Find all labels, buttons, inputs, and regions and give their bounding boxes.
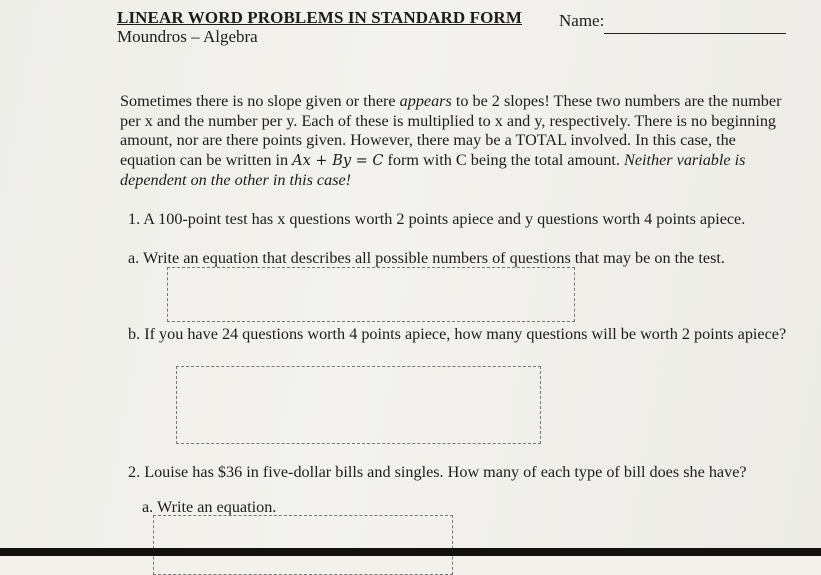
answer-box-1b[interactable] <box>176 366 541 444</box>
intro-appears: appears <box>399 92 452 110</box>
question-2: 2. Louise has $36 in five-dollar bills and singles. How many of each type of bill does she have? <box>128 463 747 481</box>
standard-form-equation: Ax + By = C <box>292 152 384 169</box>
photo-bottom-edge <box>0 548 821 556</box>
answer-box-2a[interactable] <box>153 515 453 575</box>
name-blank-line <box>604 33 786 34</box>
worksheet-subtitle: Moundros – Algebra <box>117 27 258 46</box>
worksheet-title: LINEAR WORD PROBLEMS IN STANDARD FORM <box>117 8 522 27</box>
question-2a: a. Write an equation. <box>142 498 277 516</box>
name-label: Name: <box>559 11 605 30</box>
intro-italic-note: Neither variable is dependent on the other in this case! <box>120 150 746 189</box>
intro-text-3: form with C being the total amount. <box>383 150 625 169</box>
question-1b: b. If you have 24 questions worth 4 points apiece, how many questions will be worth 2 points apiece? <box>128 325 787 343</box>
answer-box-1a[interactable] <box>167 267 575 322</box>
question-1a: a. Write an equation that describes all possible numbers of questions that may be on the test. <box>128 249 725 267</box>
question-1: 1. A 100-point test has x questions worth 2 points apiece and y questions worth 4 points apiece. <box>128 210 746 228</box>
intro-text-2: to be 2 slopes! These two numbers are the number per x and the number per y. Each of these is multiplied to x and y, respectively. There is no beginning amount, nor are there points given. However, there may be a TOTAL involved. In this case, the equation can be written in <box>120 92 782 169</box>
intro-paragraph <box>120 92 790 191</box>
intro-text-1: Sometimes there is no slope given or there <box>120 92 400 110</box>
